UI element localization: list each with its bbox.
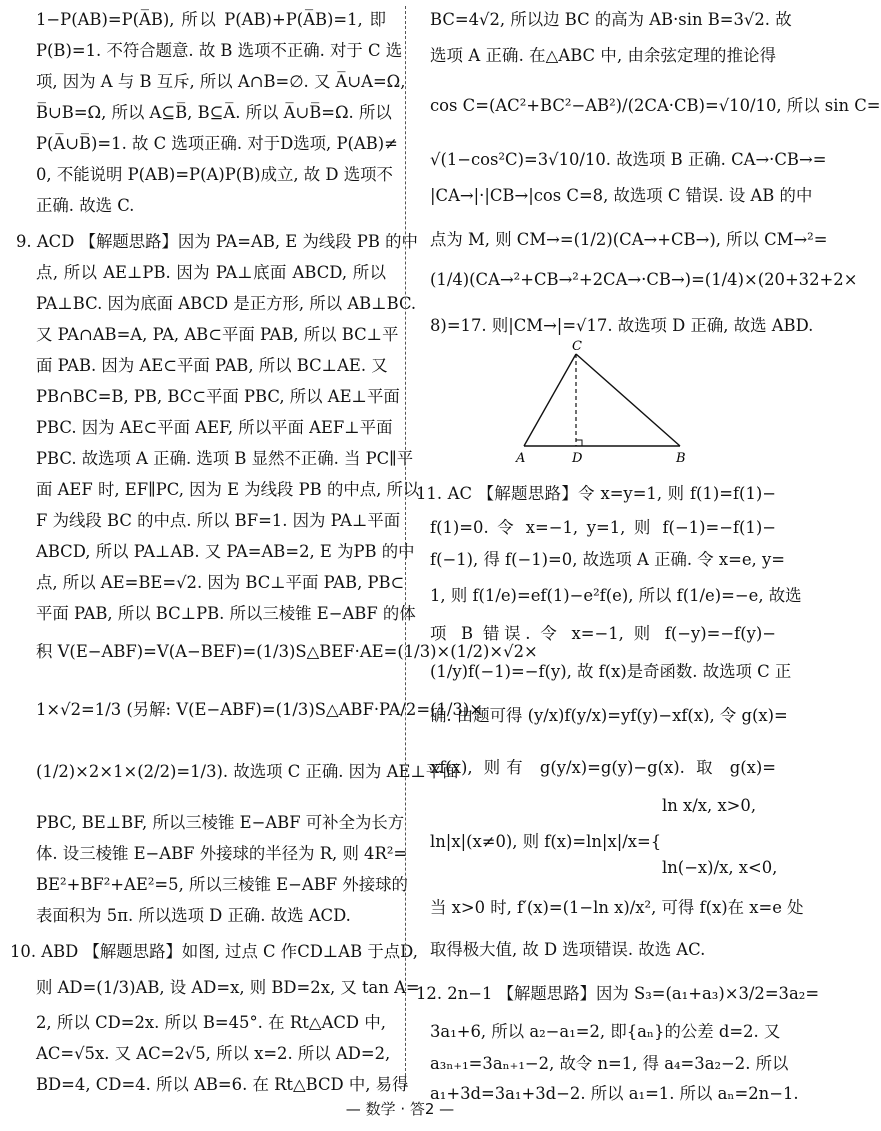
- text-line: 0, 不能说明 P(AB)=P(A)P(B)成立, 故 D 选项不: [36, 165, 393, 184]
- text-line: F 为线段 BC 的中点. 所以 BF=1. 因为 PA⊥平面: [36, 511, 401, 530]
- side-ac: [524, 354, 576, 446]
- text-line: 1×√2=1/3 (另解: V(E−ABF)=(1/3)S△ABF·PA/2=(1/3)×: [36, 700, 483, 719]
- text-line: PA⊥BC. 因为底面 ABCD 是正方形, 所以 AB⊥BC.: [36, 294, 417, 313]
- text-line: PB∩BC=B, PB, BC⊂平面 PBC, 所以 AE⊥平面: [36, 387, 400, 406]
- text-line: 项, 因为 A 与 B 互斥, 所以 A∩B=∅. 又 A̅∪A=Ω,: [36, 72, 406, 91]
- text-line: 取得极大值, 故 D 选项错误. 故选 AC.: [430, 940, 706, 959]
- text-line: 1−P(AB)=P(A̅B), 所以 P(AB)+P(A̅B)=1, 即: [36, 10, 386, 29]
- text-line: 点, 所以 AE=BE=√2. 因为 BC⊥平面 PAB, PB⊂: [36, 573, 405, 592]
- text-line: AC=√5x. 又 AC=2√5, 所以 x=2. 所以 AD=2,: [36, 1044, 391, 1063]
- text-line: 表面积为 5π. 所以选项 D 正确. 故选 ACD.: [36, 906, 351, 925]
- text-line: xf(x), 则有 g(y/x)=g(y)−g(x). 取 g(x)=: [430, 758, 776, 777]
- text-line: B̅∪B=Ω, 所以 A⊆B̅, B⊆A̅. 所以 A̅∪B̅=Ω. 所以: [36, 103, 392, 122]
- text-line: 正确. 故选 C.: [36, 196, 135, 215]
- column-divider: [405, 6, 406, 1086]
- text-line: 3a₁+6, 所以 a₂−a₁=2, 即{aₙ}的公差 d=2. 又: [430, 1022, 781, 1041]
- triangle-figure: [512, 340, 702, 466]
- text-line: 点为 M, 则 CM→=(1/2)(CA→+CB→), 所以 CM→²=: [430, 230, 828, 249]
- text-line: cos C=(AC²+BC²−AB²)/(2CA·CB)=√10/10, 所以 sin C=: [430, 96, 881, 115]
- answer-10-heading: 10. ABD 【解题思路】如图, 过点 C 作CD⊥AB 于点D,: [10, 942, 418, 961]
- text-line: |CA→|·|CB→|cos C=8, 故选项 C 错误. 设 AB 的中: [430, 186, 813, 205]
- text-line: 积 V(E−ABF)=V(A−BEF)=(1/3)S△BEF·AE=(1/3)×(1/2)×√2×: [36, 642, 538, 661]
- label-b: B: [676, 451, 686, 466]
- text-line: f(1)=0. 令 x=−1, y=1, 则 f(−1)=−f(1)−: [430, 518, 776, 537]
- text-line: (1/y)f(−1)=−f(y), 故 f(x)是奇函数. 故选项 C 正: [430, 662, 792, 681]
- text-line: PBC, BE⊥BF, 所以三棱锥 E−ABF 可补全为长方: [36, 813, 405, 832]
- answer-12-heading: 12. 2n−1 【解题思路】因为 S₃=(a₁+a₃)×3/2=3a₂=: [416, 984, 820, 1003]
- text-line: P(A̅∪B̅)=1. 故 C 选项正确. 对于D选项, P(AB)≠: [36, 134, 398, 153]
- text-line: a₃ₙ₊₁=3aₙ₊₁−2, 故令 n=1, 得 a₄=3a₂−2. 所以: [430, 1054, 789, 1073]
- text-line: 平面 PAB, 所以 BC⊥PB. 所以三棱锥 E−ABF 的体: [36, 604, 416, 623]
- label-a: A: [516, 451, 526, 466]
- text-line: 2, 所以 CD=2x. 所以 B=45°. 在 Rt△ACD 中,: [36, 1013, 386, 1032]
- text-line: 1, 则 f(1/e)=ef(1)−e²f(e), 所以 f(1/e)=−e, 故选: [430, 586, 802, 605]
- text-line: √(1−cos²C)=3√10/10. 故选项 B 正确. CA→·CB→=: [430, 150, 827, 169]
- piecewise-case-1: ln x/x, x>0,: [662, 796, 757, 815]
- text-line: a₁+3d=3a₁+3d−2. 所以 a₁=1. 所以 aₙ=2n−1.: [430, 1084, 799, 1103]
- answer-9-heading: 9. ACD 【解题思路】因为 PA=AB, E 为线段 PB 的中: [16, 232, 418, 251]
- text-line: (1/4)(CA→²+CB→²+2CA→·CB→)=(1/4)×(20+32+2×: [430, 270, 858, 289]
- text-line: 面 PAB. 因为 AE⊂平面 PAB, 所以 BC⊥AE. 又: [36, 356, 388, 375]
- text-line: ABCD, 所以 PA⊥AB. 又 PA=AB=2, E 为PB 的中: [36, 542, 415, 561]
- text-line: 选项 A 正确. 在△ABC 中, 由余弦定理的推论得: [430, 46, 776, 65]
- text-line: (1/2)×2×1×(2/2)=1/3). 故选项 C 正确. 因为 AE⊥平面: [36, 762, 459, 781]
- text-line: f(−1), 得 f(−1)=0, 故选项 A 正确. 令 x=e, y=: [430, 550, 785, 569]
- text-line: 点, 所以 AE⊥PB. 因为 PA⊥底面 ABCD, 所以: [36, 263, 386, 282]
- piecewise-case-2: ln(−x)/x, x<0,: [662, 858, 778, 877]
- text-line: 则 AD=(1/3)AB, 设 AD=x, 则 BD=2x, 又 tan A=: [36, 978, 420, 997]
- page-footer: — 数学 · 答2 —: [345, 1100, 455, 1118]
- text-line: BD=4, CD=4. 所以 AB=6. 在 Rt△BCD 中, 易得: [36, 1075, 409, 1094]
- answer-11-heading: 11. AC 【解题思路】令 x=y=1, 则 f(1)=f(1)−: [416, 484, 776, 503]
- text-line: 当 x>0 时, f′(x)=(1−ln x)/x², 可得 f(x)在 x=e 处: [430, 898, 804, 917]
- text-line: 确. 由题可得 (y/x)f(y/x)=yf(y)−xf(x), 令 g(x)=: [430, 706, 788, 725]
- text-line: PBC. 故选项 A 正确. 选项 B 显然不正确. 当 PC∥平: [36, 449, 414, 468]
- side-bc: [576, 354, 680, 446]
- text-line: 面 AEF 时, EF∥PC, 因为 E 为线段 PB 的中点, 所以: [36, 480, 420, 499]
- text-line: 体. 设三棱锥 E−ABF 外接球的半径为 R, 则 4R²=: [36, 844, 408, 863]
- right-angle-mark: [576, 440, 582, 446]
- text-line: 又 PA∩AB=A, PA, AB⊂平面 PAB, 所以 BC⊥平: [36, 325, 399, 344]
- text-line: ln|x|(x≠0), 则 f(x)=ln|x|/x={: [430, 832, 662, 851]
- text-line: BC=4√2, 所以边 BC 的高为 AB·sin B=3√2. 故: [430, 10, 792, 29]
- text-line: 8)=17. 则|CM→|=√17. 故选项 D 正确, 故选 ABD.: [430, 316, 814, 335]
- label-d: D: [572, 451, 583, 466]
- text-line: 项 B 错误. 令 x=−1, 则 f(−y)=−f(y)−: [430, 624, 776, 643]
- text-line: P(B)=1. 不符合题意. 故 B 选项不正确. 对于 C 选: [36, 41, 403, 60]
- label-c: C: [572, 339, 582, 354]
- text-line: BE²+BF²+AE²=5, 所以三棱锥 E−ABF 外接球的: [36, 875, 408, 894]
- text-line: PBC. 因为 AE⊂平面 AEF, 所以平面 AEF⊥平面: [36, 418, 393, 437]
